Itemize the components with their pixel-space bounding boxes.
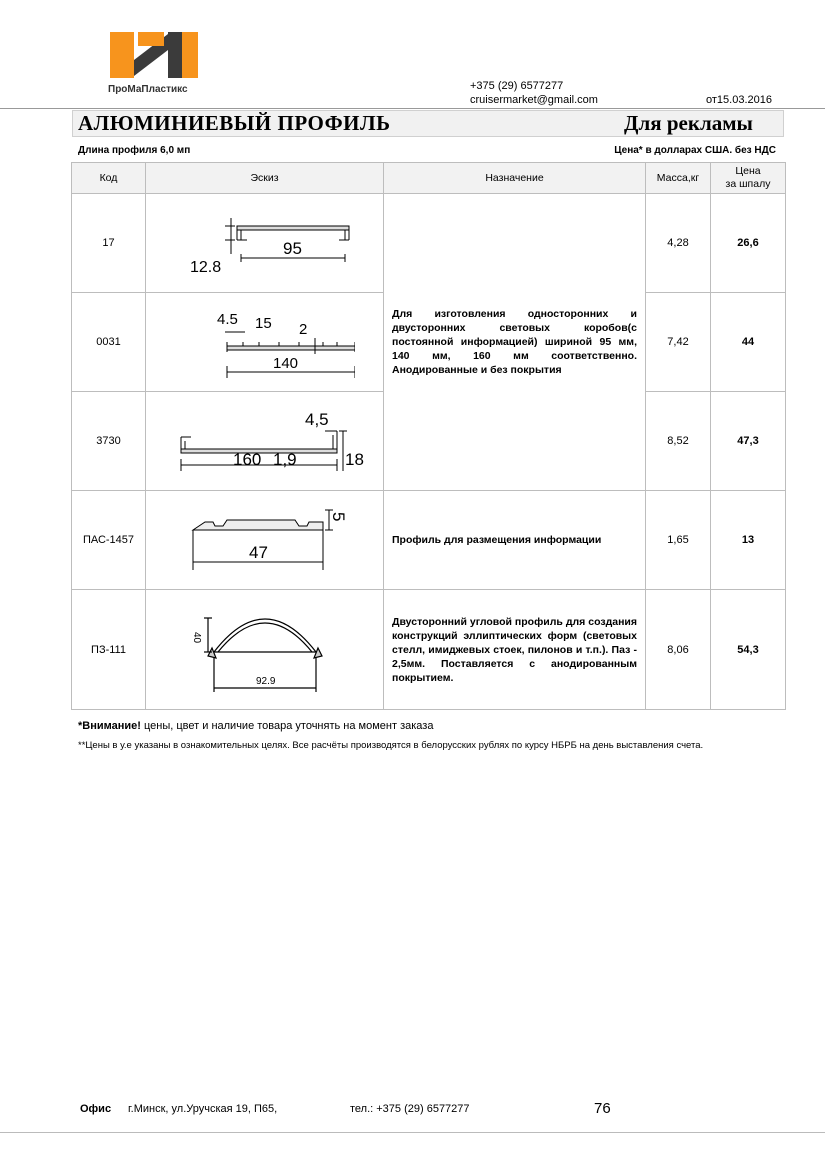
dim-92-9: 92.9 (255, 675, 275, 687)
dim-5: 5 (328, 512, 348, 522)
logo-text: ПроМаПластикс (108, 84, 188, 95)
page-number: 76 (594, 1100, 611, 1117)
profile-pas1457-sketch (175, 500, 355, 580)
header-email: cruisermarket@gmail.com (470, 94, 598, 106)
row-purpose: Профиль для размещения информации (384, 491, 646, 590)
col-header-sketch: Эскиз (146, 163, 384, 194)
dim-12-8: 12.8 (189, 259, 221, 276)
row-purpose: Двусторонний угловой профиль для создания конструкций эллиптических форм (световых стелл, имиджевых стоек, пилонов и т.п.). Паз - 2,5мм. Поставляется с анодированным покрытием. (384, 590, 646, 710)
category-title: Для рекламы (624, 111, 753, 135)
row-sketch (146, 491, 384, 590)
disclaimer-note: **Цены в у.е указаны в ознакомительных целях. Все расчёты производятся в белорусских рублях по курсу НБРБ на день выставления счета. (78, 740, 704, 751)
page-title: АЛЮМИНИЕВЫЙ ПРОФИЛЬ (78, 111, 391, 135)
table-row (72, 590, 786, 710)
row-mass: 7,42 (646, 293, 711, 392)
row-code: ПЗ-111 (72, 590, 146, 710)
table-header-row (72, 163, 786, 194)
row-price: 13 (711, 491, 786, 590)
col-header-price-line1: Цена (735, 165, 761, 177)
footer-address: г.Минск, ул.Уручская 19, П65, (128, 1103, 278, 1115)
row-sketch (146, 590, 384, 710)
profile-table (71, 162, 786, 710)
table-row (72, 194, 786, 293)
footer-tel: тел.: +375 (29) 6577277 (350, 1103, 470, 1115)
company-logo (108, 30, 200, 86)
row-mass: 8,52 (646, 392, 711, 491)
dim-47: 47 (248, 543, 268, 562)
header-divider (0, 108, 825, 109)
dim-4-5: 4.5 (216, 311, 238, 328)
price-note: Цена* в долларах США. без НДС (614, 145, 776, 156)
profile-0031-sketch (175, 302, 355, 382)
profile-3730-sketch (165, 403, 365, 479)
dim-4-5b: 4,5 (304, 410, 329, 429)
row-code: 0031 (72, 293, 146, 392)
col-header-code: Код (72, 163, 146, 194)
row-price: 54,3 (711, 590, 786, 710)
row-mass: 4,28 (646, 194, 711, 293)
row-sketch (146, 194, 384, 293)
row-sketch (146, 293, 384, 392)
length-note: Длина профиля 6,0 мп (78, 145, 191, 156)
row-mass: 1,65 (646, 491, 711, 590)
row-price: 47,3 (711, 392, 786, 491)
row-purpose-group: Для изготовления односторонних и двусторонних световых коробов(с постоянной информацией) шириной 95 мм, 140 мм, 160 мм соответственно. Анодированные и без покрытия (384, 194, 646, 491)
attention-note (78, 720, 433, 732)
row-code: 3730 (72, 392, 146, 491)
dim-15: 15 (254, 315, 272, 332)
row-sketch (146, 392, 384, 491)
table-row (72, 491, 786, 590)
row-code: 17 (72, 194, 146, 293)
header-date: от15.03.2016 (706, 94, 772, 106)
col-header-price-line2: за шпалу (725, 178, 771, 190)
col-header-mass: Масса,кг (646, 163, 711, 194)
dim-2: 2 (298, 321, 307, 338)
row-code: ПАС-1457 (72, 491, 146, 590)
attention-label: *Внимание! (78, 720, 141, 732)
footer-divider (0, 1132, 825, 1133)
row-mass: 8,06 (646, 590, 711, 710)
col-header-price (711, 163, 786, 194)
col-header-purpose: Назначение (384, 163, 646, 194)
header-phone: +375 (29) 6577277 (470, 80, 564, 92)
attention-text: цены, цвет и наличие товара уточнять на момент заказа (140, 720, 434, 732)
dim-1-9: 1,9 (272, 450, 297, 469)
dim-160: 160 (232, 450, 261, 469)
row-price: 44 (711, 293, 786, 392)
row-price: 26,6 (711, 194, 786, 293)
dim-18: 18 (344, 450, 364, 469)
dim-95: 95 (282, 239, 302, 258)
profile-17-sketch (175, 208, 355, 278)
dim-40: 40 (190, 631, 202, 643)
footer-office-label: Офис (80, 1103, 112, 1115)
profile-pz111-sketch (190, 600, 340, 700)
dim-140: 140 (272, 355, 298, 372)
